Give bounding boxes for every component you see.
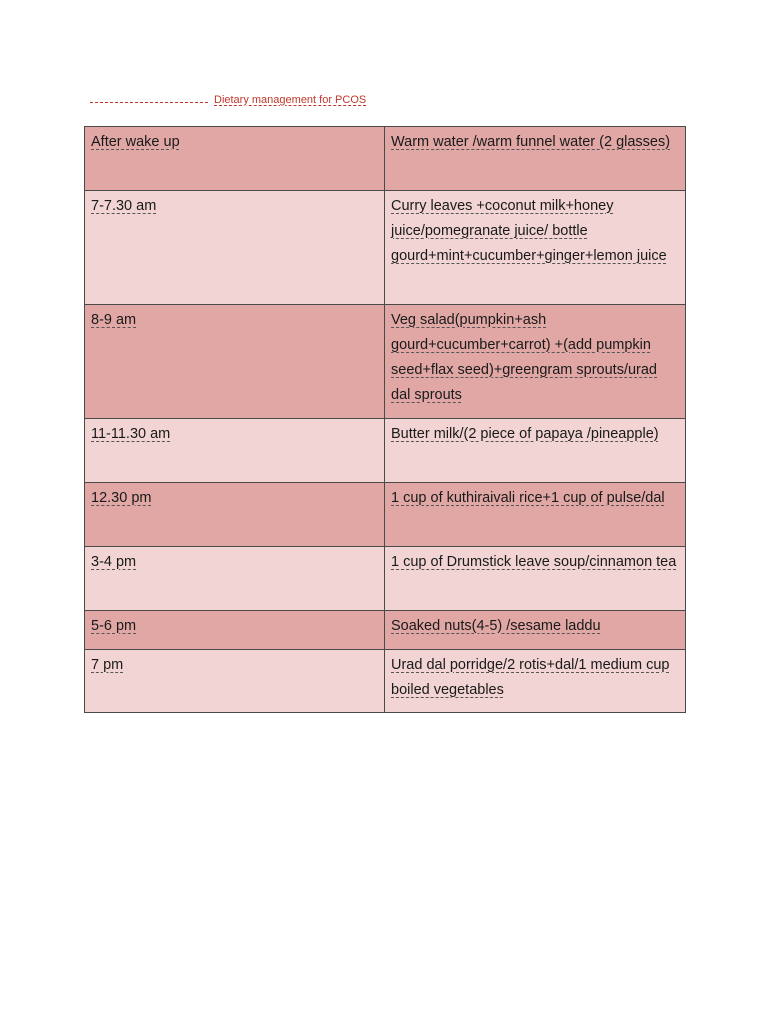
time-text: 7-7.30 am [91,198,157,214]
table-row [85,419,686,483]
time-cell [85,547,385,611]
time-cell [85,650,385,713]
menu-text: Urad dal porridge/2 rotis+dal/1 medium cup boiled vegetables [391,657,670,698]
time-cell [85,483,385,547]
time-text: 7 pm [91,657,124,673]
time-cell [85,127,385,191]
table-row [85,483,686,547]
document-title-line [90,94,366,106]
time-text: 5-6 pm [91,618,137,634]
table-row [85,611,686,650]
time-text: 8-9 am [91,312,137,328]
menu-cell [385,419,686,483]
time-text: 3-4 pm [91,554,137,570]
table-row [85,547,686,611]
time-text: 12.30 pm [91,490,152,506]
menu-text: 1 cup of Drumstick leave soup/cinnamon tea [391,554,677,570]
menu-text: Butter milk/(2 piece of papaya /pineapple) [391,426,659,442]
time-text: 11-11.30 am [91,426,171,442]
table-row [85,191,686,305]
menu-cell [385,547,686,611]
table-row [85,305,686,419]
time-cell [85,611,385,650]
table-row [85,127,686,191]
menu-text: Warm water /warm funnel water (2 glasses) [391,134,671,150]
time-cell [85,191,385,305]
time-text: After wake up [91,134,180,150]
menu-text: Curry leaves +coconut milk+honey juice/pomegranate juice/ bottle gourd+mint+cucumber+ginger+lemon juice [391,198,667,264]
menu-cell [385,650,686,713]
document-title: Dietary management for PCOS [214,94,367,106]
menu-cell [385,611,686,650]
time-cell [85,419,385,483]
menu-cell [385,191,686,305]
title-leader-line [90,94,208,103]
menu-cell [385,127,686,191]
menu-cell [385,483,686,547]
table-row [85,650,686,713]
menu-text: Soaked nuts(4-5) /sesame laddu [391,618,601,634]
menu-text: 1 cup of kuthiraivali rice+1 cup of pulse/dal [391,490,665,506]
menu-cell [385,305,686,419]
diet-schedule-table [84,126,686,713]
menu-text: Veg salad(pumpkin+ash gourd+cucumber+carrot) +(add pumpkin seed+flax seed)+greengram sprouts/urad dal sprouts [391,312,657,403]
time-cell [85,305,385,419]
